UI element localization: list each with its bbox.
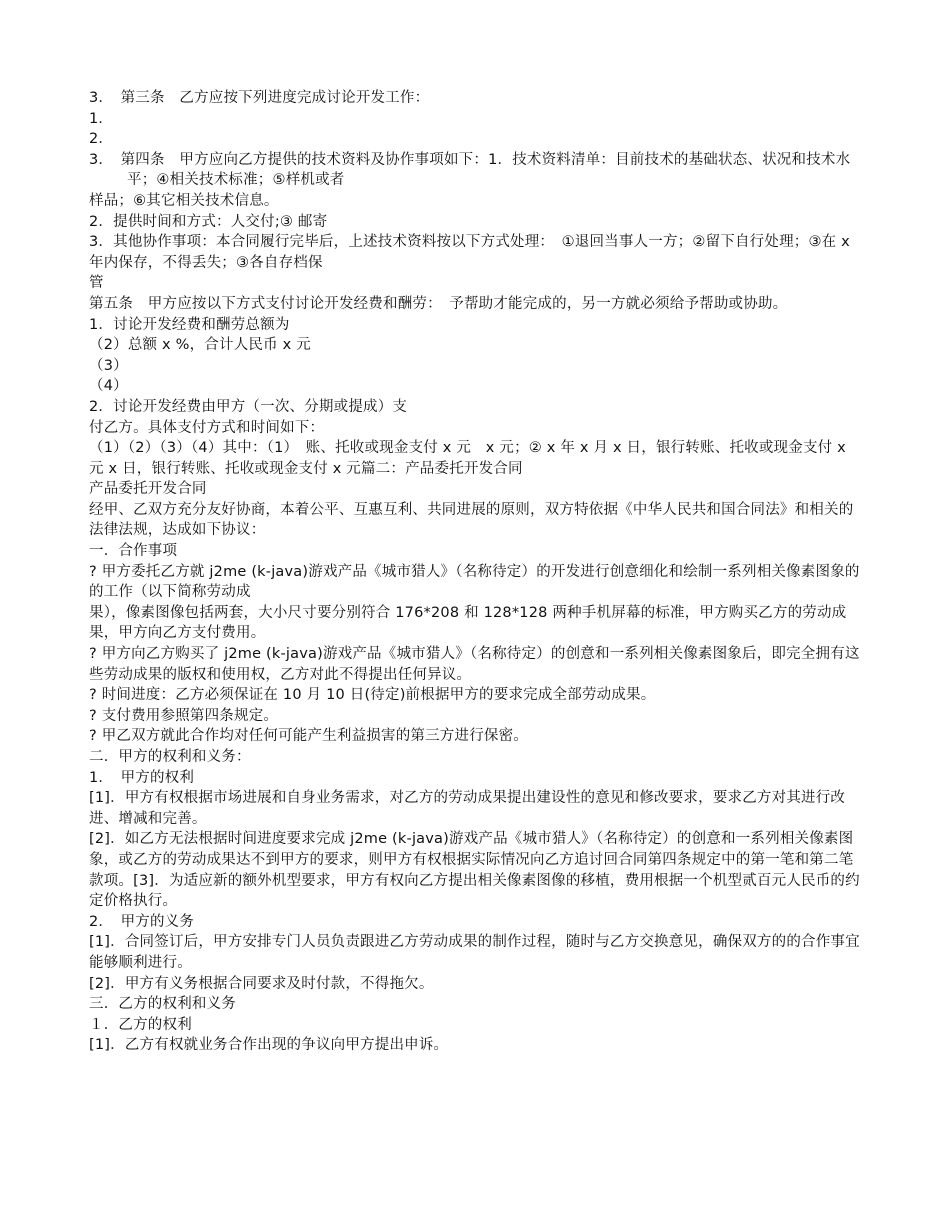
text-line: 1． 甲方的权利 (89, 769, 195, 786)
text-line: 3． 第四条 甲方应向乙方提供的技术资料及协作事项如下：1．技术资料清单：目前技术的基础状态、状况和技术水平；④相关技术标准；⑤样机或者 (89, 151, 851, 189)
text-line: 产品委托开发合同 (89, 481, 207, 498)
text-line: 3．其他协作事项：本合同履行完毕后，上述技术资料按以下方式处理： ①退回当事人一方；②留下自行处理；③在 x 年内保存，不得丢失；③各自存档保 (89, 234, 850, 271)
text-line: （4） (89, 378, 128, 395)
text-line: 1．讨论开发经费和酬劳总额为 (89, 316, 290, 333)
text-line: 一．合作事项 (89, 543, 178, 560)
text-line: [2]．如乙方无法根据时间进度要求完成 j2me (k-java)游戏产品《城市猎人》（名称待定）的创意和一系列相关像素图象，或乙方的劳动成果达不到甲方的要求，则甲方有权根据实际情况向乙方追讨回合同第四条规定中的第一笔和第二笔款项。[3]．为适应新的额外机型要求，甲方有权向乙方提出相关像素图像的移植，费用根据一个机型贰百元人民币的约定价格执行。 (89, 831, 860, 910)
text-line: 1． (89, 110, 114, 127)
text-line: ? 甲乙双方就此合作均对任何可能产生利益损害的第三方进行保密。 (89, 728, 529, 745)
text-line: ? 甲方委托乙方就 j2me (k-java)游戏产品《城市猎人》（名称待定）的开发进行创意细化和绘制一系列相关像素图象的的工作（以下简称劳动成 (89, 563, 860, 601)
text-line: 经甲、乙双方充分友好协商，本着公平、互惠互利、共同进展的原则，双方特依据《中华人民共和国合同法》和相关的法律法规，达成如下协议： (89, 501, 854, 539)
text-line: 第五条 甲方应按以下方式支付讨论开发经费和酬劳： 予帮助才能完成的，另一方就必须给予帮助或协助。 (89, 295, 788, 312)
text-line: 3． 第三条 乙方应按下列进度完成讨论开发工作： (89, 90, 430, 106)
text-line: （2）总额 x %，合计人民币 x 元 (89, 337, 311, 354)
text-line: ? 时间进度：乙方必须保证在 10 月 10 日(待定)前根据甲方的要求完成全部劳动成果。 (89, 687, 656, 704)
text-line: １．乙方的权利 (89, 1016, 192, 1033)
text-line: [1]．乙方有权就业务合作出现的争议向甲方提出申诉。 (89, 1037, 449, 1054)
text-line: 2．讨论开发经费由甲方（一次、分期或提成）支 (89, 398, 408, 415)
text-line: 二．甲方的权利和义务： (89, 749, 251, 765)
document-body (89, 88, 864, 1056)
text-line: 果），像素图像包括两套，大小尺寸要分别符合 176*208 和 128*128 两种手机屏幕的标准，甲方购买乙方的劳动成果，甲方向乙方支付费用。 (89, 604, 847, 642)
text-line: 2．提供时间和方式：人交付;③ 邮寄 (89, 213, 328, 230)
text-line: 2． 甲方的义务 (89, 913, 195, 930)
text-line: ? 甲方向乙方购买了 j2me (k-java)游戏产品《城市猎人》（名称待定）的创意和一系列相关像素图象后，即完全拥有这些劳动成果的版权和使用权，乙方对此不得提出任何异议。 (89, 646, 860, 683)
text-line: 三．乙方的权利和义务 (89, 996, 236, 1013)
text-line: 管 (89, 275, 104, 292)
text-line: [2]．甲方有义务根据合同要求及时付款，不得拖欠。 (89, 975, 434, 992)
text-line: [1]．甲方有权根据市场进展和自身业务需求，对乙方的劳动成果提出建设性的意见和修改要求，要求乙方对其进行改进、增减和完善。 (89, 790, 846, 827)
text-line: （3） (89, 357, 128, 374)
text-line: 2． (89, 131, 114, 148)
text-line: [1]．合同签订后，甲方安排专门人员负责跟进乙方劳动成果的制作过程，随时与乙方交换意见，确保双方的的合作事宜能够顺利进行。 (89, 934, 860, 971)
text-line: 样品；⑥其它相关技术信息。 (89, 192, 279, 209)
text-line: 付乙方。具体支付方式和时间如下： (89, 419, 325, 436)
text-line: （1）（2）（3）（4）其中：（1） 账、托收或现金支付 x 元 x 元；② x 年 x 月 x 日，银行转账、托收或现金支付 x 元 x 日，银行转账、托收或现金支付 x 元篇二：产品委托开发合同 (89, 440, 846, 477)
text-line: ? 支付费用参照第四条规定。 (89, 707, 279, 724)
